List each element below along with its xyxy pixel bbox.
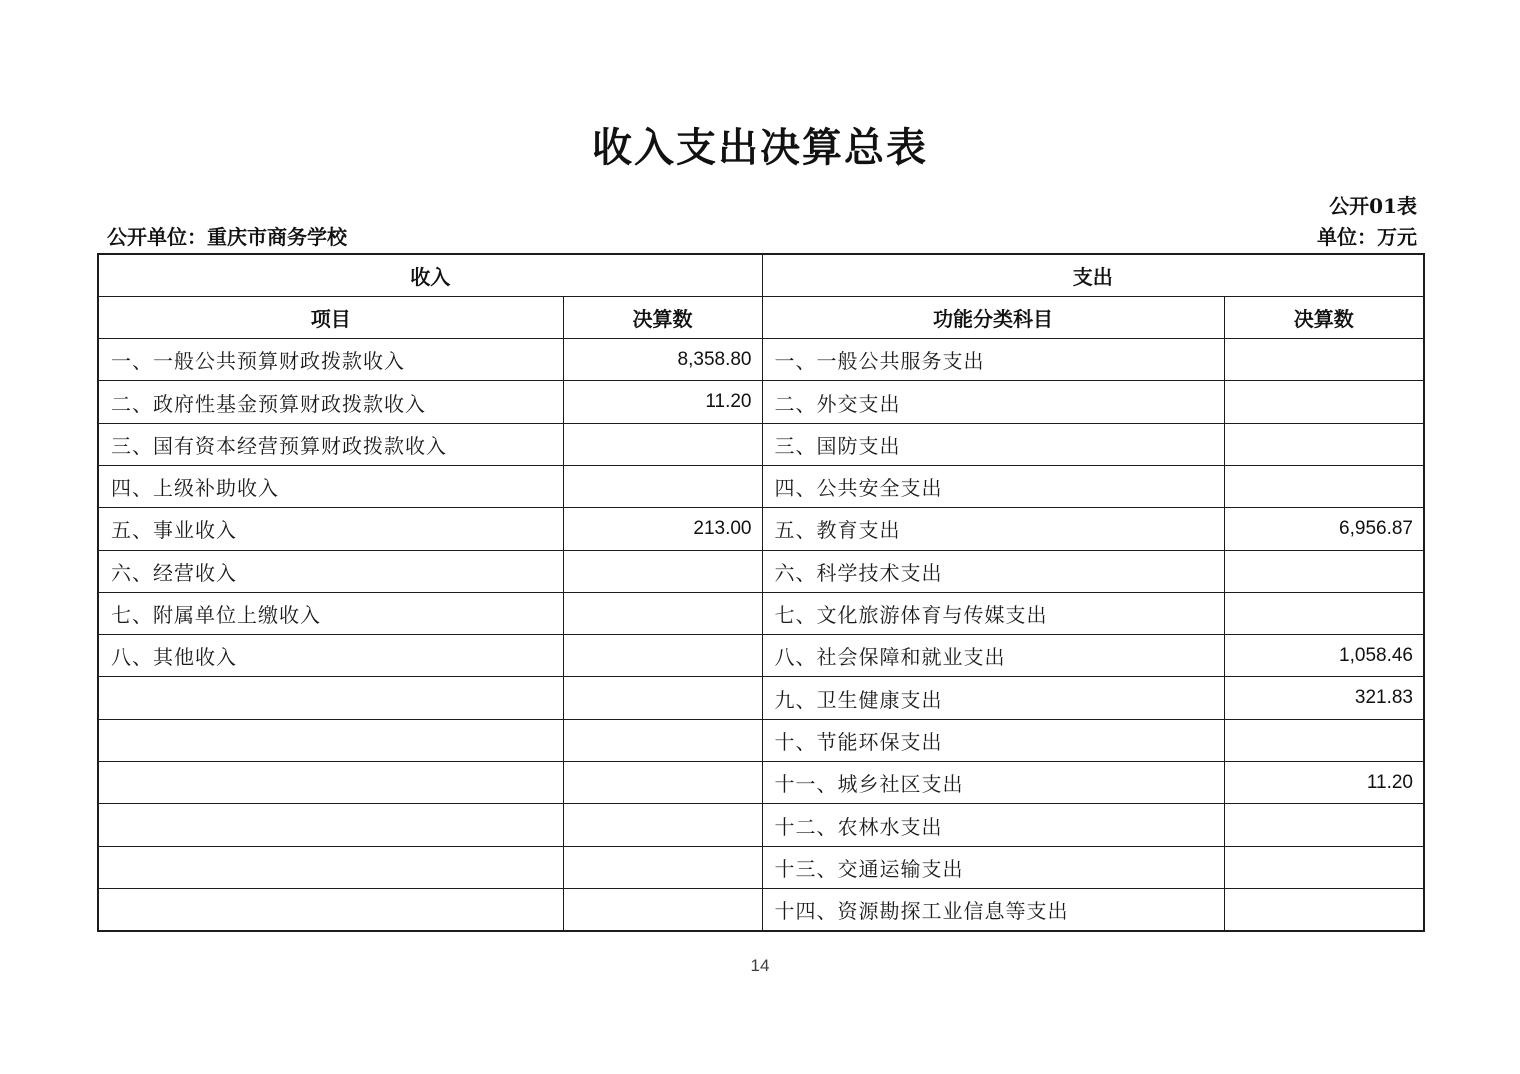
expense-amount-cell <box>1224 381 1424 423</box>
income-amount-cell <box>563 550 762 592</box>
table-row <box>98 635 1424 677</box>
unit-of-measure-label: 单位：万元 <box>1317 225 1417 249</box>
table-row <box>98 762 1424 804</box>
expense-item-cell: 六、科学技术支出 <box>762 550 1224 592</box>
income-amount-cell <box>563 635 762 677</box>
expense-amount-cell <box>1224 719 1424 761</box>
income-item-cell: 二、政府性基金预算财政拨款收入 <box>98 381 563 423</box>
income-item-cell: 七、附属单位上缴收入 <box>98 592 563 634</box>
expense-item-cell: 三、国防支出 <box>762 423 1224 465</box>
table-row <box>98 550 1424 592</box>
expense-amount-cell <box>1224 846 1424 888</box>
expense-item-cell: 十四、资源勘探工业信息等支出 <box>762 888 1224 930</box>
table-row <box>98 465 1424 507</box>
column-header-item: 项目 <box>98 296 563 338</box>
income-amount-cell: 11.20 <box>563 381 762 423</box>
expense-item-cell: 九、卫生健康支出 <box>762 677 1224 719</box>
expense-amount-cell <box>1224 339 1424 381</box>
income-amount-cell: 8,358.80 <box>563 339 762 381</box>
final-accounts-table <box>97 253 1425 932</box>
income-item-cell: 四、上级补助收入 <box>98 465 563 507</box>
table-row <box>98 508 1424 550</box>
expense-section-header: 支出 <box>762 254 1424 296</box>
meta-row <box>97 221 1423 250</box>
table-row <box>98 677 1424 719</box>
income-item-cell: 一、一般公共预算财政拨款收入 <box>98 339 563 381</box>
income-item-cell: 三、国有资本经营预算财政拨款收入 <box>98 423 563 465</box>
expense-item-cell: 十三、交通运输支出 <box>762 846 1224 888</box>
publishing-unit-label: 公开单位：重庆市商务学校 <box>107 225 347 249</box>
income-item-cell: 八、其他收入 <box>98 635 563 677</box>
expense-item-cell: 一、一般公共服务支出 <box>762 339 1224 381</box>
income-amount-cell <box>563 677 762 719</box>
table-row <box>98 423 1424 465</box>
expense-item-cell: 五、教育支出 <box>762 508 1224 550</box>
table-row <box>98 381 1424 423</box>
page-title: 收入支出决算总表 <box>592 126 928 170</box>
income-amount-cell: 213.00 <box>563 508 762 550</box>
income-amount-cell <box>563 846 762 888</box>
income-amount-cell <box>563 762 762 804</box>
income-item-cell <box>98 888 563 930</box>
income-amount-cell <box>563 888 762 930</box>
income-item-cell <box>98 719 563 761</box>
expense-item-cell: 八、社会保障和就业支出 <box>762 635 1224 677</box>
table-row <box>98 804 1424 846</box>
column-header-row <box>98 296 1424 338</box>
income-amount-cell <box>563 804 762 846</box>
table-row <box>98 592 1424 634</box>
expense-amount-cell <box>1224 888 1424 930</box>
column-header-income-amount: 决算数 <box>563 296 762 338</box>
expense-item-cell: 七、文化旅游体育与传媒支出 <box>762 592 1224 634</box>
expense-amount-cell <box>1224 592 1424 634</box>
expense-amount-cell: 6,956.87 <box>1224 508 1424 550</box>
expense-item-cell: 十二、农林水支出 <box>762 804 1224 846</box>
section-header-row <box>98 254 1424 296</box>
income-section-header: 收入 <box>98 254 762 296</box>
expense-amount-cell: 321.83 <box>1224 677 1424 719</box>
income-amount-cell <box>563 423 762 465</box>
column-header-function-subject: 功能分类科目 <box>762 296 1224 338</box>
expense-amount-cell <box>1224 465 1424 507</box>
column-header-expense-amount: 决算数 <box>1224 296 1424 338</box>
income-item-cell <box>98 804 563 846</box>
expense-item-cell: 十、节能环保支出 <box>762 719 1224 761</box>
table-row <box>98 888 1424 930</box>
expense-amount-cell: 11.20 <box>1224 762 1424 804</box>
expense-amount-cell <box>1224 550 1424 592</box>
income-item-cell <box>98 846 563 888</box>
income-amount-cell <box>563 465 762 507</box>
expense-item-cell: 二、外交支出 <box>762 381 1224 423</box>
page-number: 14 <box>750 956 770 975</box>
income-item-cell: 六、经营收入 <box>98 550 563 592</box>
expense-item-cell: 十一、城乡社区支出 <box>762 762 1224 804</box>
table-code-label: 公开01表 <box>1329 194 1417 218</box>
expense-item-cell: 四、公共安全支出 <box>762 465 1224 507</box>
expense-amount-cell <box>1224 804 1424 846</box>
income-item-cell <box>98 677 563 719</box>
table-row <box>98 846 1424 888</box>
income-amount-cell <box>563 592 762 634</box>
table-row <box>98 339 1424 381</box>
income-item-cell <box>98 762 563 804</box>
income-item-cell: 五、事业收入 <box>98 508 563 550</box>
income-amount-cell <box>563 719 762 761</box>
expense-amount-cell: 1,058.46 <box>1224 635 1424 677</box>
table-row <box>98 719 1424 761</box>
expense-amount-cell <box>1224 423 1424 465</box>
